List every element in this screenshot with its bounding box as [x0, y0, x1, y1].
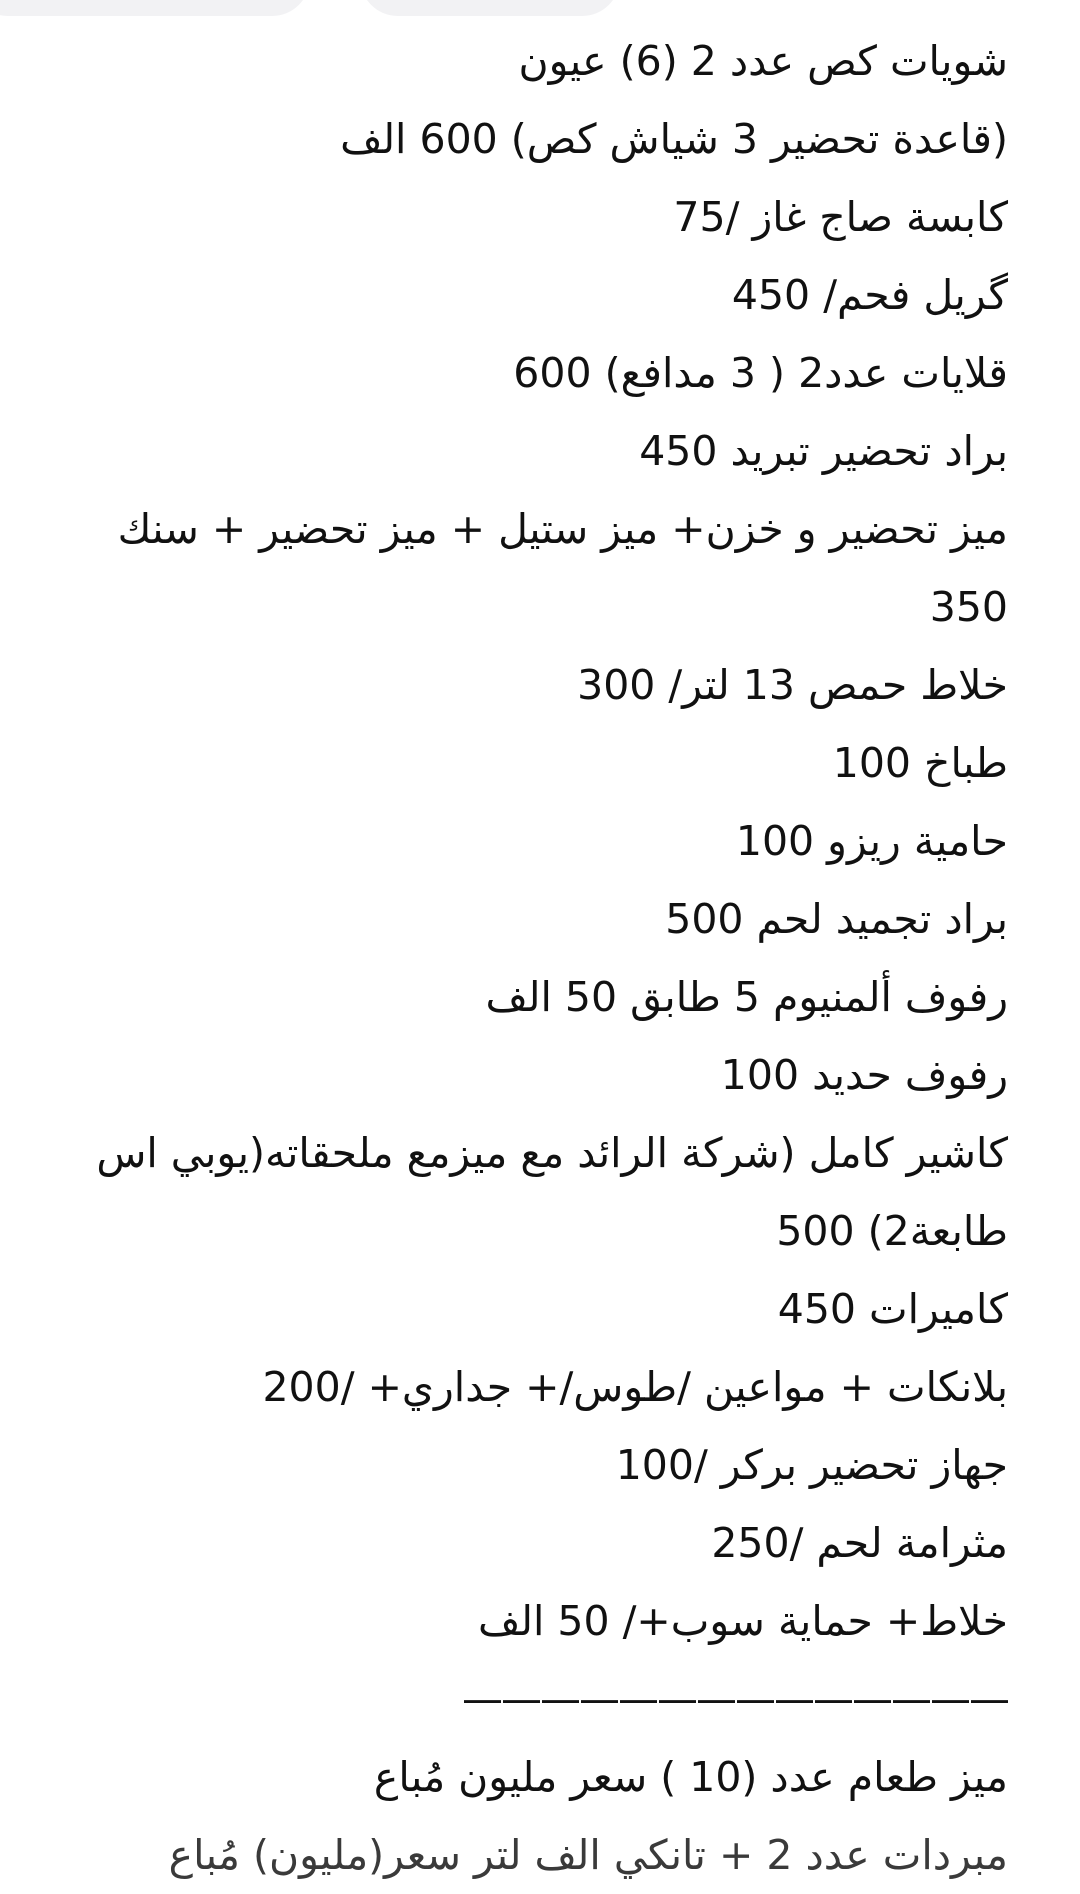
note-footer-line: مبردات عدد 2 + تانكي الف لتر سعر(مليون) مُباع [168, 1831, 1008, 1879]
note-line: خلاط+ حماية سوب+/ 50 الف [478, 1597, 1008, 1645]
note-line: كابسة صاج غاز /75 [673, 193, 1008, 241]
note-line: گريل فحم/ 450 [731, 271, 1008, 319]
note-line: جهاز تحضير بركر /100 [615, 1441, 1008, 1489]
note-line: طباخ 100 [832, 739, 1008, 787]
note-line: براد تجميد لحم 500 [665, 895, 1008, 943]
note-line: ميز تحضير و خزن+ ميز ستيل + ميز تحضير + سنك 350 [117, 505, 1008, 631]
note-line: خلاط حمص 13 لتر/ 300 [577, 661, 1008, 709]
note-line: براد تحضير تبريد 450 [639, 427, 1008, 475]
note-line: كاشير كامل (شركة الرائد مع ميزمع ملحقاته(يوبي اس طابعة2) 500 [96, 1129, 1008, 1255]
previous-bubble-fragment [360, 0, 620, 16]
note-line: كاميرات 450 [777, 1285, 1008, 1333]
note-line: مثرامة لحم /250 [711, 1519, 1008, 1567]
divider-line: —————————————— [462, 1675, 1008, 1723]
note-body[interactable] [48, 22, 1008, 1894]
note-line: رفوف ألمنيوم 5 طابق 50 الف [485, 973, 1008, 1021]
note-footer-line: ميز طعام عدد (10 ) سعر مليون مُباع [373, 1753, 1008, 1801]
note-line: قلايات عدد2 ( 3 مدافع) 600 [513, 349, 1008, 397]
note-line: رفوف حديد 100 [720, 1051, 1008, 1099]
previous-bubble-fragment [0, 0, 310, 16]
note-line: حامية ريزو 100 [735, 817, 1008, 865]
note-line: شويات كص عدد 2 (6) عيون [518, 37, 1008, 85]
note-line: (قاعدة تحضير 3 شياش كص) 600 الف [340, 115, 1008, 163]
note-line: بلانكات + مواعين /طوس/+ جداري+ /200 [262, 1363, 1008, 1411]
